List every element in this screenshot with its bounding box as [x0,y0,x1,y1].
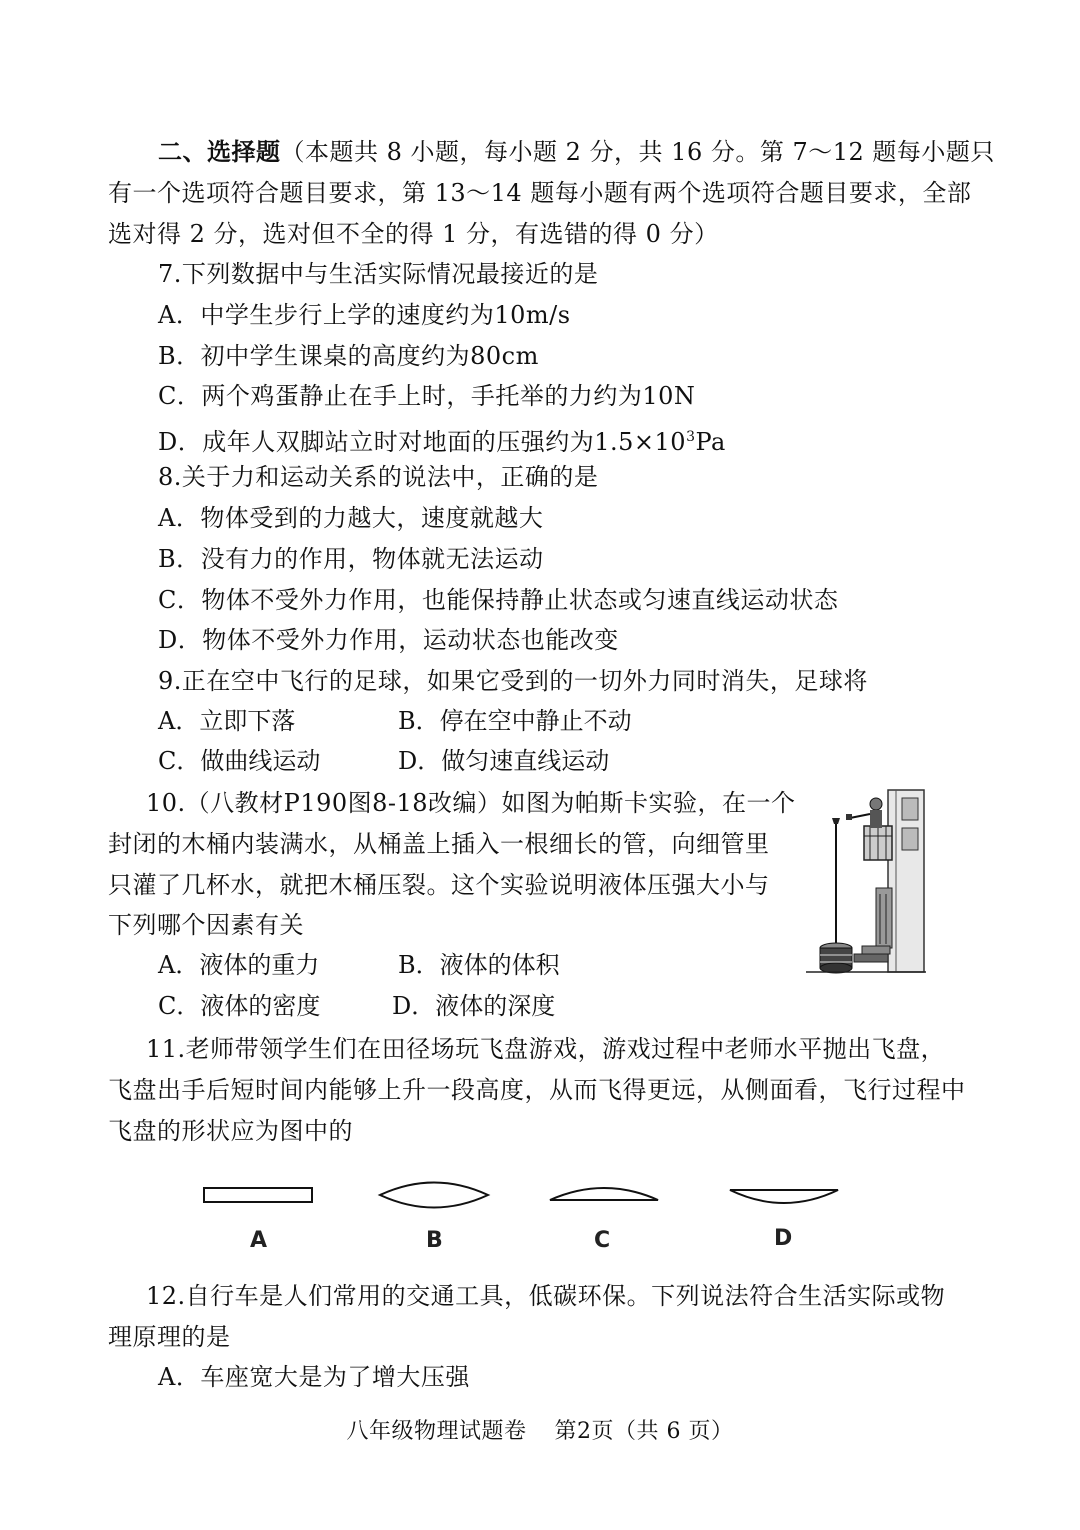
q9-option-b: B．停在空中静止不动 [398,707,632,735]
q8-option-a: A．物体受到的力越大，速度就越大 [158,504,544,532]
q9-option-c: C．做曲线运动 [158,747,321,775]
q9-option-a: A．立即下落 [158,707,296,735]
q8-option-b: B．没有力的作用，物体就无法运动 [158,545,544,573]
q7-option-d [158,422,726,457]
q10-stem-3: 只灌了几杯水，就把木桶压裂。这个实验说明液体压强大小与 [108,871,770,899]
frisbee-shape-d [730,1190,838,1203]
footer-exam-title: 八年级物理试题卷 [346,1419,527,1444]
section-intro-1: （本题共 8 小题，每小题 2 分，共 16 分。第 7～12 题每小题只 [280,138,995,166]
q7-stem: 7.下列数据中与生活实际情况最接近的是 [158,260,599,288]
q11-stem-3: 飞盘的形状应为图中的 [108,1117,353,1145]
section-intro-2: 有一个选项符合题目要求，第 13～14 题每小题有两个选项符合题目要求，全部 [108,179,972,207]
q10-option-d: D．液体的深度 [392,992,556,1020]
frisbee-label-b: B [426,1228,443,1253]
q7-option-d-text: D．成年人双脚站立时对地面的压强约为1.5×10 [158,428,687,456]
q12-stem-2: 理原理的是 [108,1323,231,1351]
q8-option-c: C．物体不受外力作用，也能保持静止状态或匀速直线运动状态 [158,586,839,614]
q10-stem-4: 下列哪个因素有关 [108,911,304,939]
section-header-line-1 [158,137,995,167]
q12-stem-1: 12.自行车是人们常用的交通工具，低碳环保。下列说法符合生活实际或物 [146,1282,946,1310]
q7-option-c: C．两个鸡蛋静止在手上时，手托举的力约为10N [158,382,696,410]
frisbee-label-d: D [774,1226,793,1251]
q8-stem: 8.关于力和运动关系的说法中，正确的是 [158,463,599,491]
section-intro-3: 选对得 2 分，选对但不全的得 1 分，有选错的得 0 分） [108,220,719,248]
frisbee-shape-b [380,1183,488,1208]
q11-stem-1: 11.老师带领学生们在田径场玩飞盘游戏，游戏过程中老师水平抛出飞盘， [146,1035,946,1063]
q10-option-b: B．液体的体积 [398,951,560,979]
q7-option-b: B．初中学生课桌的高度约为80cm [158,342,539,370]
q10-option-c: C．液体的密度 [158,992,321,1020]
q9-stem: 9.正在空中飞行的足球，如果它受到的一切外力同时消失，足球将 [158,667,868,695]
frisbee-shape-a [204,1188,312,1202]
frisbee-shapes-figure [190,1176,870,1216]
frisbee-shape-c [550,1188,658,1200]
frisbee-label-c: C [594,1228,611,1253]
q8-option-d: D．物体不受外力作用，运动状态也能改变 [158,626,619,654]
q10-stem-2: 封闭的木桶内装满水，从桶盖上插入一根细长的管，向细管里 [108,830,770,858]
section-title: 二、选择题 [158,137,281,166]
q9-option-d: D．做匀速直线运动 [398,747,610,775]
q10-stem-1: 10.（八教材P190图8-18改编）如图为帕斯卡实验，在一个 [146,789,796,817]
page-footer [0,1418,1080,1446]
q12-option-a: A．车座宽大是为了增大压强 [158,1363,470,1391]
q7-option-d-exponent: 3 [686,429,696,445]
q11-stem-2: 飞盘出手后短时间内能够上升一段高度，从而飞得更远，从侧面看，飞行过程中 [108,1076,966,1104]
q10-option-a: A．液体的重力 [158,951,320,979]
pascal-barrel-illustration [806,788,928,974]
q7-option-d-unit: Pa [695,428,726,456]
q7-option-a: A．中学生步行上学的速度约为10m/s [158,301,571,329]
frisbee-label-a: A [250,1228,268,1253]
footer-page-number: 第2页（共 6 页） [554,1419,734,1444]
